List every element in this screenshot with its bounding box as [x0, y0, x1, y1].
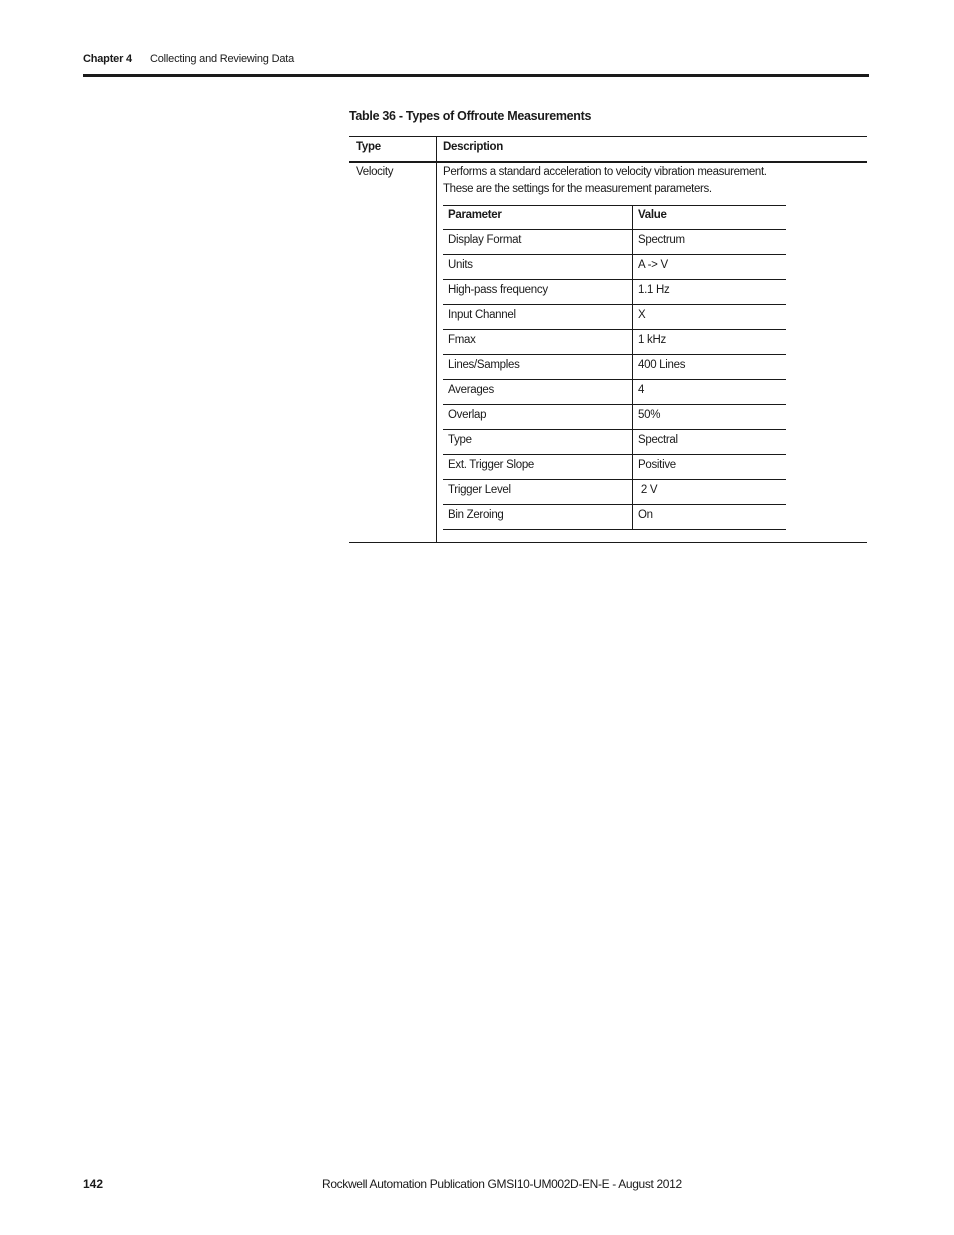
table-row	[443, 230, 786, 255]
cell-type: Velocity	[356, 166, 394, 178]
description-line: These are the settings for the measurement parameters.	[443, 183, 712, 195]
parameter-value: Spectrum	[638, 234, 685, 246]
parameters-header-parameter: Parameter	[448, 209, 502, 221]
parameter-name: Averages	[448, 384, 494, 396]
parameter-name: Fmax	[448, 334, 476, 346]
table-row	[443, 330, 786, 355]
parameter-name: Units	[448, 259, 473, 271]
parameters-table	[443, 205, 786, 530]
measurements-table	[349, 136, 867, 544]
parameter-value: 2 V	[638, 484, 658, 496]
chapter-label: Chapter 4	[83, 53, 132, 65]
table-row	[443, 430, 786, 455]
chapter-title: Collecting and Reviewing Data	[150, 53, 295, 65]
table-row	[443, 305, 786, 330]
table-column-rule	[436, 136, 437, 543]
table-top-rule	[349, 136, 867, 137]
page-header	[83, 53, 869, 69]
parameter-value: Positive	[638, 459, 676, 471]
parameter-value: X	[638, 309, 646, 321]
parameter-name: Trigger Level	[448, 484, 511, 496]
table-caption: Table 36 - Types of Offroute Measurements	[349, 109, 592, 123]
parameters-bottom-rule	[443, 529, 786, 530]
table-header-rule	[349, 161, 867, 163]
table-bottom-rule	[349, 542, 867, 543]
table-row	[443, 255, 786, 280]
parameters-top-rule	[443, 205, 786, 206]
header-rule	[83, 74, 869, 77]
parameter-value: 1 kHz	[638, 334, 666, 346]
parameter-value: 4	[638, 384, 645, 396]
table-row	[443, 280, 786, 305]
parameter-value: Spectral	[638, 434, 678, 446]
parameter-name: Lines/Samples	[448, 359, 520, 371]
parameter-name: Type	[448, 434, 472, 446]
description-line: Performs a standard acceleration to velocity vibration measurement.	[443, 166, 767, 178]
table-row	[443, 380, 786, 405]
parameter-value: 1.1 Hz	[638, 284, 670, 296]
table-row	[443, 355, 786, 380]
table-row	[443, 505, 786, 530]
parameter-value: A -> V	[638, 259, 668, 271]
parameters-header-value: Value	[638, 209, 667, 221]
table-row	[443, 480, 786, 505]
publication-info: Rockwell Automation Publication GMSI10-UM002D-EN-E - August 2012	[322, 1177, 682, 1191]
parameter-name: High-pass frequency	[448, 284, 548, 296]
parameter-name: Display Format	[448, 234, 522, 246]
parameter-value: 50%	[638, 409, 661, 421]
table-row	[443, 455, 786, 480]
parameter-name: Ext. Trigger Slope	[448, 459, 535, 471]
parameter-name: Overlap	[448, 409, 487, 421]
parameter-name: Input Channel	[448, 309, 516, 321]
page-number: 142	[83, 1177, 104, 1191]
table-row	[443, 405, 786, 430]
column-header-type: Type	[356, 141, 381, 153]
parameter-name: Bin Zeroing	[448, 509, 504, 521]
column-header-description: Description	[443, 141, 503, 153]
parameter-value: On	[638, 509, 653, 521]
parameter-value: 400 Lines	[638, 359, 686, 371]
